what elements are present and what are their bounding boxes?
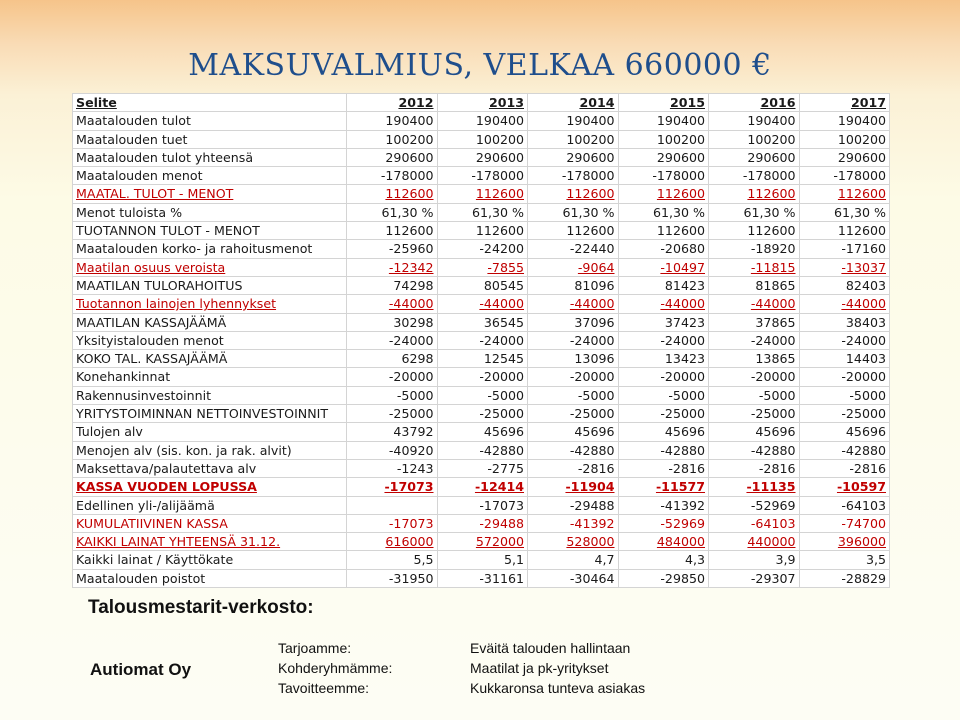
table-row <box>73 569 890 587</box>
row-value-cell: -2775 <box>437 459 528 477</box>
table-row <box>73 203 890 221</box>
row-value-cell: 440000 <box>709 533 800 551</box>
row-value-cell <box>347 496 438 514</box>
row-value-cell: -13037 <box>799 258 890 276</box>
row-value-cell: 13865 <box>709 350 800 368</box>
row-value-cell: 290600 <box>618 148 709 166</box>
row-value-cell: 190400 <box>437 112 528 130</box>
row-value-cell: -31161 <box>437 569 528 587</box>
goal-value: Kukkaronsa tunteva asiakas <box>470 680 646 696</box>
row-value-cell: 190400 <box>347 112 438 130</box>
row-value-cell: -29488 <box>437 514 528 532</box>
row-value-cell: -44000 <box>709 295 800 313</box>
target-group-label: Kohderyhmämme: <box>278 660 393 676</box>
row-value-cell: 12545 <box>437 350 528 368</box>
header-year-cell: 2015 <box>618 94 709 112</box>
row-value-cell: -178000 <box>618 167 709 185</box>
row-value-cell: -42880 <box>437 441 528 459</box>
row-value-cell: 37096 <box>528 313 619 331</box>
row-value-cell: -17160 <box>799 240 890 258</box>
table-row <box>73 276 890 294</box>
page-title: MAKSUVALMIUS, VELKAA 660000 € <box>188 48 772 83</box>
row-value-cell: 100200 <box>528 130 619 148</box>
row-value-cell: -29850 <box>618 569 709 587</box>
row-value-cell: -17073 <box>437 496 528 514</box>
table-header-row <box>73 94 890 112</box>
row-value-cell: -44000 <box>618 295 709 313</box>
row-value-cell: 5,5 <box>347 551 438 569</box>
row-value-cell: 190400 <box>799 112 890 130</box>
row-value-cell: -2816 <box>709 459 800 477</box>
table-row <box>73 222 890 240</box>
row-value-cell: 45696 <box>799 423 890 441</box>
row-value-cell: -24000 <box>799 331 890 349</box>
row-value-cell: 37423 <box>618 313 709 331</box>
table-row <box>73 514 890 532</box>
row-label-cell: Edellinen yli-/alijäämä <box>73 496 347 514</box>
row-value-cell: -29488 <box>528 496 619 514</box>
table-row <box>73 423 890 441</box>
row-label-cell: Maatalouden tuet <box>73 130 347 148</box>
table-row <box>73 112 890 130</box>
header-year-cell: 2012 <box>347 94 438 112</box>
header-year-cell: 2016 <box>709 94 800 112</box>
row-value-cell: 80545 <box>437 276 528 294</box>
row-value-cell: 290600 <box>347 148 438 166</box>
row-value-cell: 112600 <box>347 222 438 240</box>
row-label-cell: MAATILAN TULORAHOITUS <box>73 276 347 294</box>
row-label-cell: Tuotannon lainojen lyhennykset <box>73 295 347 313</box>
row-value-cell: -7855 <box>437 258 528 276</box>
table-row <box>73 313 890 331</box>
row-value-cell: -25000 <box>709 405 800 423</box>
row-label-cell: MAATAL. TULOT - MENOT <box>73 185 347 203</box>
row-value-cell: 81423 <box>618 276 709 294</box>
row-value-cell: -44000 <box>347 295 438 313</box>
row-value-cell: -5000 <box>437 386 528 404</box>
row-value-cell: 14403 <box>799 350 890 368</box>
row-value-cell: -25960 <box>347 240 438 258</box>
row-value-cell: 112600 <box>347 185 438 203</box>
row-value-cell: -52969 <box>709 496 800 514</box>
row-value-cell: 100200 <box>709 130 800 148</box>
row-label-cell: MAATILAN KASSAJÄÄMÄ <box>73 313 347 331</box>
row-value-cell: -28829 <box>799 569 890 587</box>
row-value-cell: 36545 <box>437 313 528 331</box>
row-value-cell: 190400 <box>528 112 619 130</box>
row-value-cell: -5000 <box>528 386 619 404</box>
row-value-cell: -11577 <box>618 478 709 496</box>
row-value-cell: 37865 <box>709 313 800 331</box>
row-value-cell: -64103 <box>799 496 890 514</box>
row-value-cell: 396000 <box>799 533 890 551</box>
row-label-cell: Maatalouden menot <box>73 167 347 185</box>
row-label-cell: Tulojen alv <box>73 423 347 441</box>
row-value-cell: -178000 <box>528 167 619 185</box>
row-value-cell: -2816 <box>618 459 709 477</box>
row-label-cell: Menojen alv (sis. kon. ja rak. alvit) <box>73 441 347 459</box>
row-value-cell: -74700 <box>799 514 890 532</box>
row-value-cell: 81865 <box>709 276 800 294</box>
row-value-cell: -25000 <box>618 405 709 423</box>
row-label-cell: Maatalouden korko- ja rahoitusmenot <box>73 240 347 258</box>
row-value-cell: 61,30 % <box>799 203 890 221</box>
table-row <box>73 130 890 148</box>
target-group-value: Maatilat ja pk-yritykset <box>470 660 609 676</box>
row-value-cell: -52969 <box>618 514 709 532</box>
row-label-cell: Maatalouden poistot <box>73 569 347 587</box>
row-value-cell: 45696 <box>709 423 800 441</box>
row-value-cell: -20680 <box>618 240 709 258</box>
row-label-cell: YRITYSTOIMINNAN NETTOINVESTOINNIT <box>73 405 347 423</box>
row-value-cell: 6298 <box>347 350 438 368</box>
row-value-cell: -178000 <box>799 167 890 185</box>
row-value-cell: 81096 <box>528 276 619 294</box>
row-label-cell: TUOTANNON TULOT - MENOT <box>73 222 347 240</box>
row-value-cell: -41392 <box>528 514 619 532</box>
header-year-cell: 2013 <box>437 94 528 112</box>
row-value-cell: -22440 <box>528 240 619 258</box>
row-value-cell: -44000 <box>799 295 890 313</box>
row-value-cell: 112600 <box>618 185 709 203</box>
row-value-cell: 3,5 <box>799 551 890 569</box>
row-value-cell: 112600 <box>528 185 619 203</box>
row-value-cell: -178000 <box>437 167 528 185</box>
row-value-cell: 100200 <box>799 130 890 148</box>
table-row <box>73 331 890 349</box>
row-value-cell: -2816 <box>528 459 619 477</box>
row-value-cell: 43792 <box>347 423 438 441</box>
row-value-cell: 484000 <box>618 533 709 551</box>
row-label-cell: Kaikki lainat / Käyttökate <box>73 551 347 569</box>
row-value-cell: -24000 <box>437 331 528 349</box>
header-year-cell: 2014 <box>528 94 619 112</box>
row-value-cell: -30464 <box>528 569 619 587</box>
row-value-cell: 190400 <box>618 112 709 130</box>
row-value-cell: -31950 <box>347 569 438 587</box>
row-value-cell: 528000 <box>528 533 619 551</box>
network-title: Talousmestarit-verkosto: <box>88 597 314 618</box>
row-value-cell: -5000 <box>799 386 890 404</box>
row-value-cell: -17073 <box>347 478 438 496</box>
row-value-cell: 13096 <box>528 350 619 368</box>
row-value-cell: -24000 <box>347 331 438 349</box>
row-value-cell: 100200 <box>347 130 438 148</box>
row-value-cell: 112600 <box>437 185 528 203</box>
row-value-cell: 112600 <box>437 222 528 240</box>
table-row <box>73 496 890 514</box>
row-value-cell: -20000 <box>709 368 800 386</box>
table-row <box>73 167 890 185</box>
row-value-cell: 4,3 <box>618 551 709 569</box>
cash-flow-table <box>72 93 890 588</box>
row-value-cell: -24000 <box>709 331 800 349</box>
row-value-cell: -24000 <box>618 331 709 349</box>
footer-labels <box>278 638 392 698</box>
row-value-cell: 13423 <box>618 350 709 368</box>
row-value-cell: -20000 <box>618 368 709 386</box>
row-value-cell: -5000 <box>618 386 709 404</box>
row-value-cell: 290600 <box>709 148 800 166</box>
row-value-cell: 112600 <box>799 185 890 203</box>
row-value-cell: 61,30 % <box>528 203 619 221</box>
row-value-cell: 112600 <box>709 185 800 203</box>
offer-value: Eväitä talouden hallintaan <box>470 640 631 656</box>
row-value-cell: -25000 <box>437 405 528 423</box>
row-value-cell: -20000 <box>528 368 619 386</box>
table-row <box>73 295 890 313</box>
row-label-cell: Maatilan osuus veroista <box>73 258 347 276</box>
row-value-cell: 3,9 <box>709 551 800 569</box>
row-value-cell: -10597 <box>799 478 890 496</box>
row-value-cell: -44000 <box>437 295 528 313</box>
row-value-cell: 112600 <box>799 222 890 240</box>
row-value-cell: -5000 <box>709 386 800 404</box>
row-label-cell: KOKO TAL. KASSAJÄÄMÄ <box>73 350 347 368</box>
row-value-cell: -12342 <box>347 258 438 276</box>
row-value-cell: -24000 <box>528 331 619 349</box>
offer-label: Tarjoamme: <box>278 640 352 656</box>
row-value-cell: -2816 <box>799 459 890 477</box>
row-value-cell: 82403 <box>799 276 890 294</box>
row-value-cell: 112600 <box>618 222 709 240</box>
row-value-cell: 190400 <box>709 112 800 130</box>
row-value-cell: -20000 <box>799 368 890 386</box>
row-value-cell: -42880 <box>528 441 619 459</box>
table-row <box>73 478 890 496</box>
table-row <box>73 148 890 166</box>
row-value-cell: 4,7 <box>528 551 619 569</box>
table-row <box>73 533 890 551</box>
row-value-cell: -24200 <box>437 240 528 258</box>
row-value-cell: -42880 <box>618 441 709 459</box>
row-value-cell: 61,30 % <box>709 203 800 221</box>
row-value-cell: 45696 <box>528 423 619 441</box>
row-value-cell: -178000 <box>347 167 438 185</box>
table-row <box>73 368 890 386</box>
row-value-cell: -11815 <box>709 258 800 276</box>
row-label-cell: Maatalouden tulot <box>73 112 347 130</box>
row-value-cell: 30298 <box>347 313 438 331</box>
row-label-cell: Maksettava/palautettava alv <box>73 459 347 477</box>
row-value-cell: 112600 <box>528 222 619 240</box>
row-value-cell: 5,1 <box>437 551 528 569</box>
row-label-cell: KASSA VUODEN LOPUSSA <box>73 478 347 496</box>
table-row <box>73 258 890 276</box>
row-value-cell: -18920 <box>709 240 800 258</box>
row-value-cell: 74298 <box>347 276 438 294</box>
table-row <box>73 551 890 569</box>
row-value-cell: -42880 <box>799 441 890 459</box>
row-value-cell: -9064 <box>528 258 619 276</box>
row-value-cell: 45696 <box>618 423 709 441</box>
row-value-cell: -11135 <box>709 478 800 496</box>
row-value-cell: -25000 <box>799 405 890 423</box>
row-value-cell: -1243 <box>347 459 438 477</box>
row-value-cell: -20000 <box>437 368 528 386</box>
table-row <box>73 405 890 423</box>
row-label-cell: Konehankinnat <box>73 368 347 386</box>
row-label-cell: Maatalouden tulot yhteensä <box>73 148 347 166</box>
table-row <box>73 240 890 258</box>
row-value-cell: -17073 <box>347 514 438 532</box>
row-value-cell: -40920 <box>347 441 438 459</box>
table-row <box>73 459 890 477</box>
header-year-cell: 2017 <box>799 94 890 112</box>
row-value-cell: -11904 <box>528 478 619 496</box>
header-label-cell: Selite <box>73 94 347 112</box>
row-value-cell: -64103 <box>709 514 800 532</box>
row-value-cell: 290600 <box>437 148 528 166</box>
row-label-cell: KUMULATIIVINEN KASSA <box>73 514 347 532</box>
company-name: Autiomat Oy <box>90 660 192 679</box>
row-value-cell: 290600 <box>528 148 619 166</box>
table-row <box>73 185 890 203</box>
row-label-cell: Yksityistalouden menot <box>73 331 347 349</box>
goal-label: Tavoitteemme: <box>278 680 370 696</box>
row-label-cell: Menot tuloista % <box>73 203 347 221</box>
row-value-cell: 100200 <box>618 130 709 148</box>
row-value-cell: 572000 <box>437 533 528 551</box>
row-value-cell: 100200 <box>437 130 528 148</box>
row-value-cell: 290600 <box>799 148 890 166</box>
row-label-cell: KAIKKI LAINAT YHTEENSÄ 31.12. <box>73 533 347 551</box>
row-value-cell: -29307 <box>709 569 800 587</box>
row-value-cell: -5000 <box>347 386 438 404</box>
row-value-cell: 61,30 % <box>347 203 438 221</box>
row-value-cell: 616000 <box>347 533 438 551</box>
row-value-cell: -12414 <box>437 478 528 496</box>
table-row <box>73 350 890 368</box>
row-value-cell: -41392 <box>618 496 709 514</box>
row-value-cell: -42880 <box>709 441 800 459</box>
row-value-cell: -25000 <box>528 405 619 423</box>
row-value-cell: 45696 <box>437 423 528 441</box>
row-value-cell: -20000 <box>347 368 438 386</box>
footer-values <box>470 638 645 698</box>
row-value-cell: 112600 <box>709 222 800 240</box>
table-row <box>73 386 890 404</box>
row-value-cell: -178000 <box>709 167 800 185</box>
row-value-cell: 61,30 % <box>437 203 528 221</box>
table-row <box>73 441 890 459</box>
row-value-cell: -44000 <box>528 295 619 313</box>
row-value-cell: -10497 <box>618 258 709 276</box>
row-value-cell: 61,30 % <box>618 203 709 221</box>
row-value-cell: -25000 <box>347 405 438 423</box>
row-label-cell: Rakennusinvestoinnit <box>73 386 347 404</box>
row-value-cell: 38403 <box>799 313 890 331</box>
